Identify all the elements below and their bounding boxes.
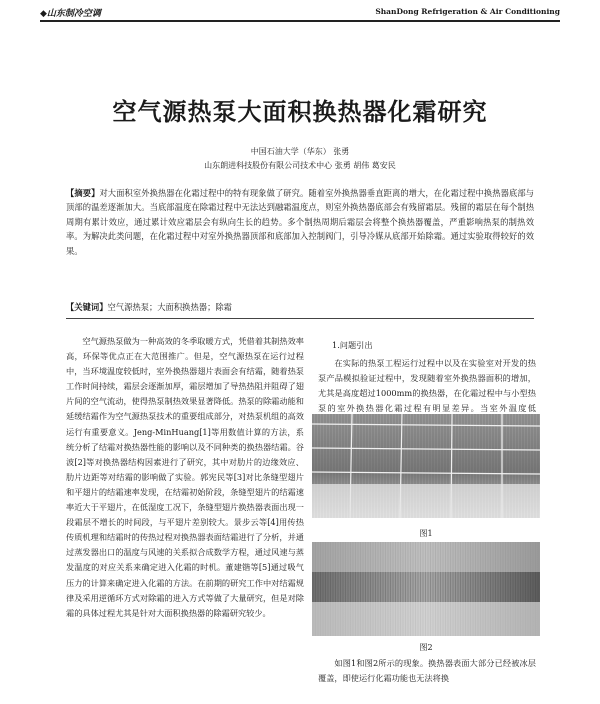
figure-1-photo xyxy=(312,414,540,518)
running-header xyxy=(40,6,560,20)
header-rule xyxy=(40,20,560,22)
keywords xyxy=(66,300,534,314)
abstract-text: 对大面积室外换热器在化霜过程中的特有现象做了研究。随着室外换热器垂直距离的增大，在化霜过程中换热器底部与顶部的温差逐渐加大。当底部温度在除霜过程中无法达到融霜温度点，则室外换热器底部会有残留霜层。残留的霜层在每个制热周期有累计效应，通过累计效应霜层会有纵向生长的趋势。多个制热周期后霜层会将整个换热器覆盖，严重影响热泵的制热效率。为解决此类问题，在化霜过程中对室外换热器顶部和底部加入控制阀门，引导冷媒从底部开始除霜。通过实验取得较好的效果。 xyxy=(66,188,534,256)
author-affiliation-2: 山东朗进科技股份有限公司技术中心 张勇 胡伟 葛安民 xyxy=(204,161,396,170)
abstract-rule xyxy=(66,318,534,319)
figure-2-photo xyxy=(312,542,540,636)
abstract-label: 【摘要】 xyxy=(66,188,100,198)
author-affiliation-1: 中国石油大学（华东） 张勇 xyxy=(250,147,350,156)
body-column-left xyxy=(66,334,304,621)
section-heading: 1.问题引出 xyxy=(332,340,373,350)
frosted-heat-exchanger-photo-1 xyxy=(312,414,540,518)
problem-paragraph: 在实际的热泵工程运行过程中以及在实验室对开发的热泵产品模拟验证过程中，发现随着室外换热器面积的增加，尤其是高度超过1000mm的换热器，在化霜过程中与小型热泵的室外换热器化霜过程有明显差异。当室外温度低 xyxy=(318,358,536,414)
intro-paragraph: 空气源热泵做为一种高效的冬季取暖方式，凭借着其制热效率高，环保等优点正在大范围推广。但是，空气源热泵在运行过程中，当环境温度较低时，室外换热器翅片表面会有结霜，随着热泵工作时间持续，霜层会逐渐加厚，霜层增加了导热热阻并阻碍了翅片间的空气流动，使得热泵制热效果显著降低。热泵的除霜动能和延缓结霜作为空气源热泵技术的重要组成部分，对热泵机组的高效运行有重要意义。Jeng-MinHuang[1]等用数值计算的方法，系统分析了结霜对换热器性能的影响以及不同种类的换热器结霜。谷波[2]等对换热器结构因素进行了研究，其中对肋片的边缘效应、肋片边距等对结霜的影响做了实验。郭宪民等[3]对比条缝型翅片和平翅片的结霜速率发现，在结霜初始阶段，条缝型翅片的结霜速率近大于平翅片，在低湿度工况下，条缝型翅片换热器表面出现一段霜层不增长的时间段，与平翅片差别较大。景步云等[4]用传热传质机理和结霜时的传热过程对换热器表面结霜进行了分析，并通过蒸发器出口的温度与风速的关系拟合成数学方程，通过风速与蒸发温度的对应关系来确定进入化霜的时机。董建锴等[5]通过吸气压力的计算来确定进入化霜的方法。在前期的研究工作中对结霜规律及采用逆循环方式对除霜的进入方式等做了大量研究，但是对除霜的具体过程尤其是针对大面积换热器的除霜研究较少。 xyxy=(66,336,304,618)
journal-english-name: ShanDong Refrigeration & Air Conditioning xyxy=(375,7,560,16)
paper-title: 空气源热泵大面积换热器化霜研究 xyxy=(112,98,488,126)
frosted-heat-exchanger-photo-2 xyxy=(312,542,540,636)
abstract xyxy=(66,186,534,258)
journal-name: ◆山东制冷空调 xyxy=(40,9,101,19)
figure-2-caption: 图2 xyxy=(419,643,433,652)
body-column-right-bottom xyxy=(318,656,536,686)
keywords-label: 【关键词】 xyxy=(66,302,108,312)
keywords-text: 空气源热泵；大面积换热器；除霜 xyxy=(107,302,232,312)
figure-discussion-paragraph: 如图1和图2所示的现象。换热器表面大部分已经被冰层覆盖，即使运行化霜功能也无法将换 xyxy=(318,658,536,684)
figure-1-caption: 图1 xyxy=(419,529,433,538)
